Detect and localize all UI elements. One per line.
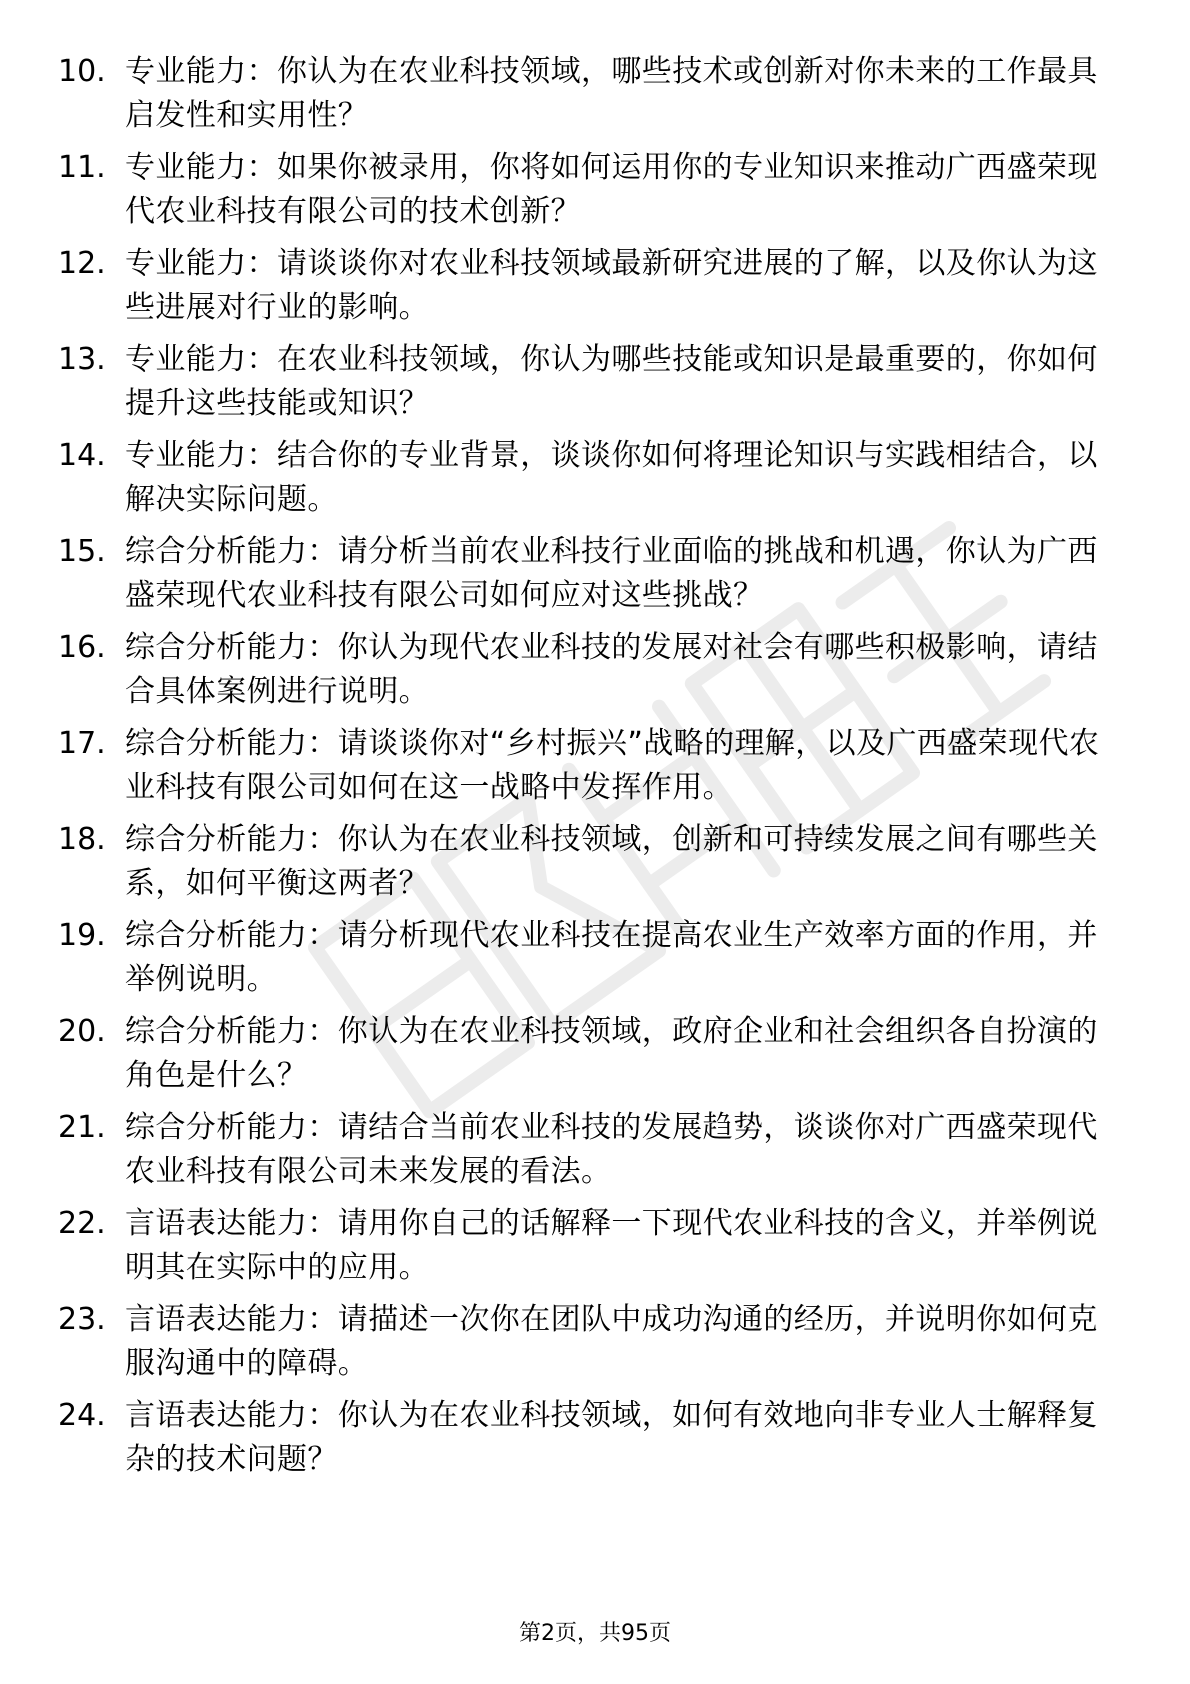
question-item xyxy=(58,1202,1118,1298)
question-item xyxy=(58,914,1118,1010)
question-text: 综合分析能力：你认为现代农业科技的发展对社会有哪些积极影响，请结合具体案例进行说明。 xyxy=(125,630,1098,709)
question-text: 专业能力：如果你被录用，你将如何运用你的专业知识来推动广西盛荣现代农业科技有限公司的技术创新？ xyxy=(125,150,1098,229)
question-number: 13. xyxy=(58,342,106,377)
question-text: 言语表达能力：你认为在农业科技领域，如何有效地向非专业人士解释复杂的技术问题？ xyxy=(125,1398,1098,1477)
question-item xyxy=(58,1106,1118,1202)
question-number: 22. xyxy=(58,1206,106,1241)
question-text: 综合分析能力：请谈谈你对“乡村振兴”战略的理解，以及广西盛荣现代农业科技有限公司如何在这一战略中发挥作用。 xyxy=(125,726,1100,805)
question-number: 15. xyxy=(58,534,106,569)
question-item xyxy=(58,50,1118,146)
question-text: 专业能力：在农业科技领域，你认为哪些技能或知识是最重要的，你如何提升这些技能或知识？ xyxy=(125,342,1098,421)
question-number: 11. xyxy=(58,150,106,185)
question-item xyxy=(58,1010,1118,1106)
question-item xyxy=(58,626,1118,722)
question-item xyxy=(58,434,1118,530)
question-text: 综合分析能力：请分析当前农业科技行业面临的挑战和机遇，你认为广西盛荣现代农业科技有限公司如何应对这些挑战？ xyxy=(125,534,1098,613)
page-footer xyxy=(0,1620,1190,1648)
question-item xyxy=(58,722,1118,818)
question-number: 20. xyxy=(58,1014,106,1049)
question-number: 23. xyxy=(58,1302,106,1337)
question-item xyxy=(58,530,1118,626)
question-text: 综合分析能力：请分析现代农业科技在提高农业生产效率方面的作用，并举例说明。 xyxy=(125,918,1098,997)
question-item xyxy=(58,242,1118,338)
question-text: 言语表达能力：请描述一次你在团队中成功沟通的经历，并说明你如何克服沟通中的障碍。 xyxy=(125,1302,1098,1381)
question-number: 10. xyxy=(58,54,106,89)
question-text: 专业能力：请谈谈你对农业科技领域最新研究进展的了解，以及你认为这些进展对行业的影响。 xyxy=(125,246,1098,325)
question-text: 综合分析能力：你认为在农业科技领域，政府企业和社会组织各自扮演的角色是什么？ xyxy=(125,1014,1098,1093)
question-text: 综合分析能力：请结合当前农业科技的发展趋势，谈谈你对广西盛荣现代农业科技有限公司未来发展的看法。 xyxy=(125,1110,1098,1189)
question-number: 21. xyxy=(58,1110,106,1145)
question-number: 16. xyxy=(58,630,106,665)
question-number: 17. xyxy=(58,726,106,761)
question-number: 24. xyxy=(58,1398,106,1433)
question-item xyxy=(58,146,1118,242)
question-item xyxy=(58,1298,1118,1394)
question-text: 综合分析能力：你认为在农业科技领域，创新和可持续发展之间有哪些关系，如何平衡这两者？ xyxy=(125,822,1098,901)
question-number: 18. xyxy=(58,822,106,857)
question-text: 专业能力：结合你的专业背景，谈谈你如何将理论知识与实践相结合，以解决实际问题。 xyxy=(125,438,1098,517)
page-number-label: 第2页，共95页 xyxy=(519,1621,671,1646)
question-number: 14. xyxy=(58,438,106,473)
question-number: 19. xyxy=(58,918,106,953)
question-item xyxy=(58,818,1118,914)
question-number: 12. xyxy=(58,246,106,281)
question-item xyxy=(58,338,1118,434)
question-text: 言语表达能力：请用你自己的话解释一下现代农业科技的含义，并举例说明其在实际中的应用。 xyxy=(125,1206,1098,1285)
question-item xyxy=(58,1394,1118,1490)
question-text: 专业能力：你认为在农业科技领域，哪些技术或创新对你未来的工作最具启发性和实用性？ xyxy=(125,54,1098,133)
